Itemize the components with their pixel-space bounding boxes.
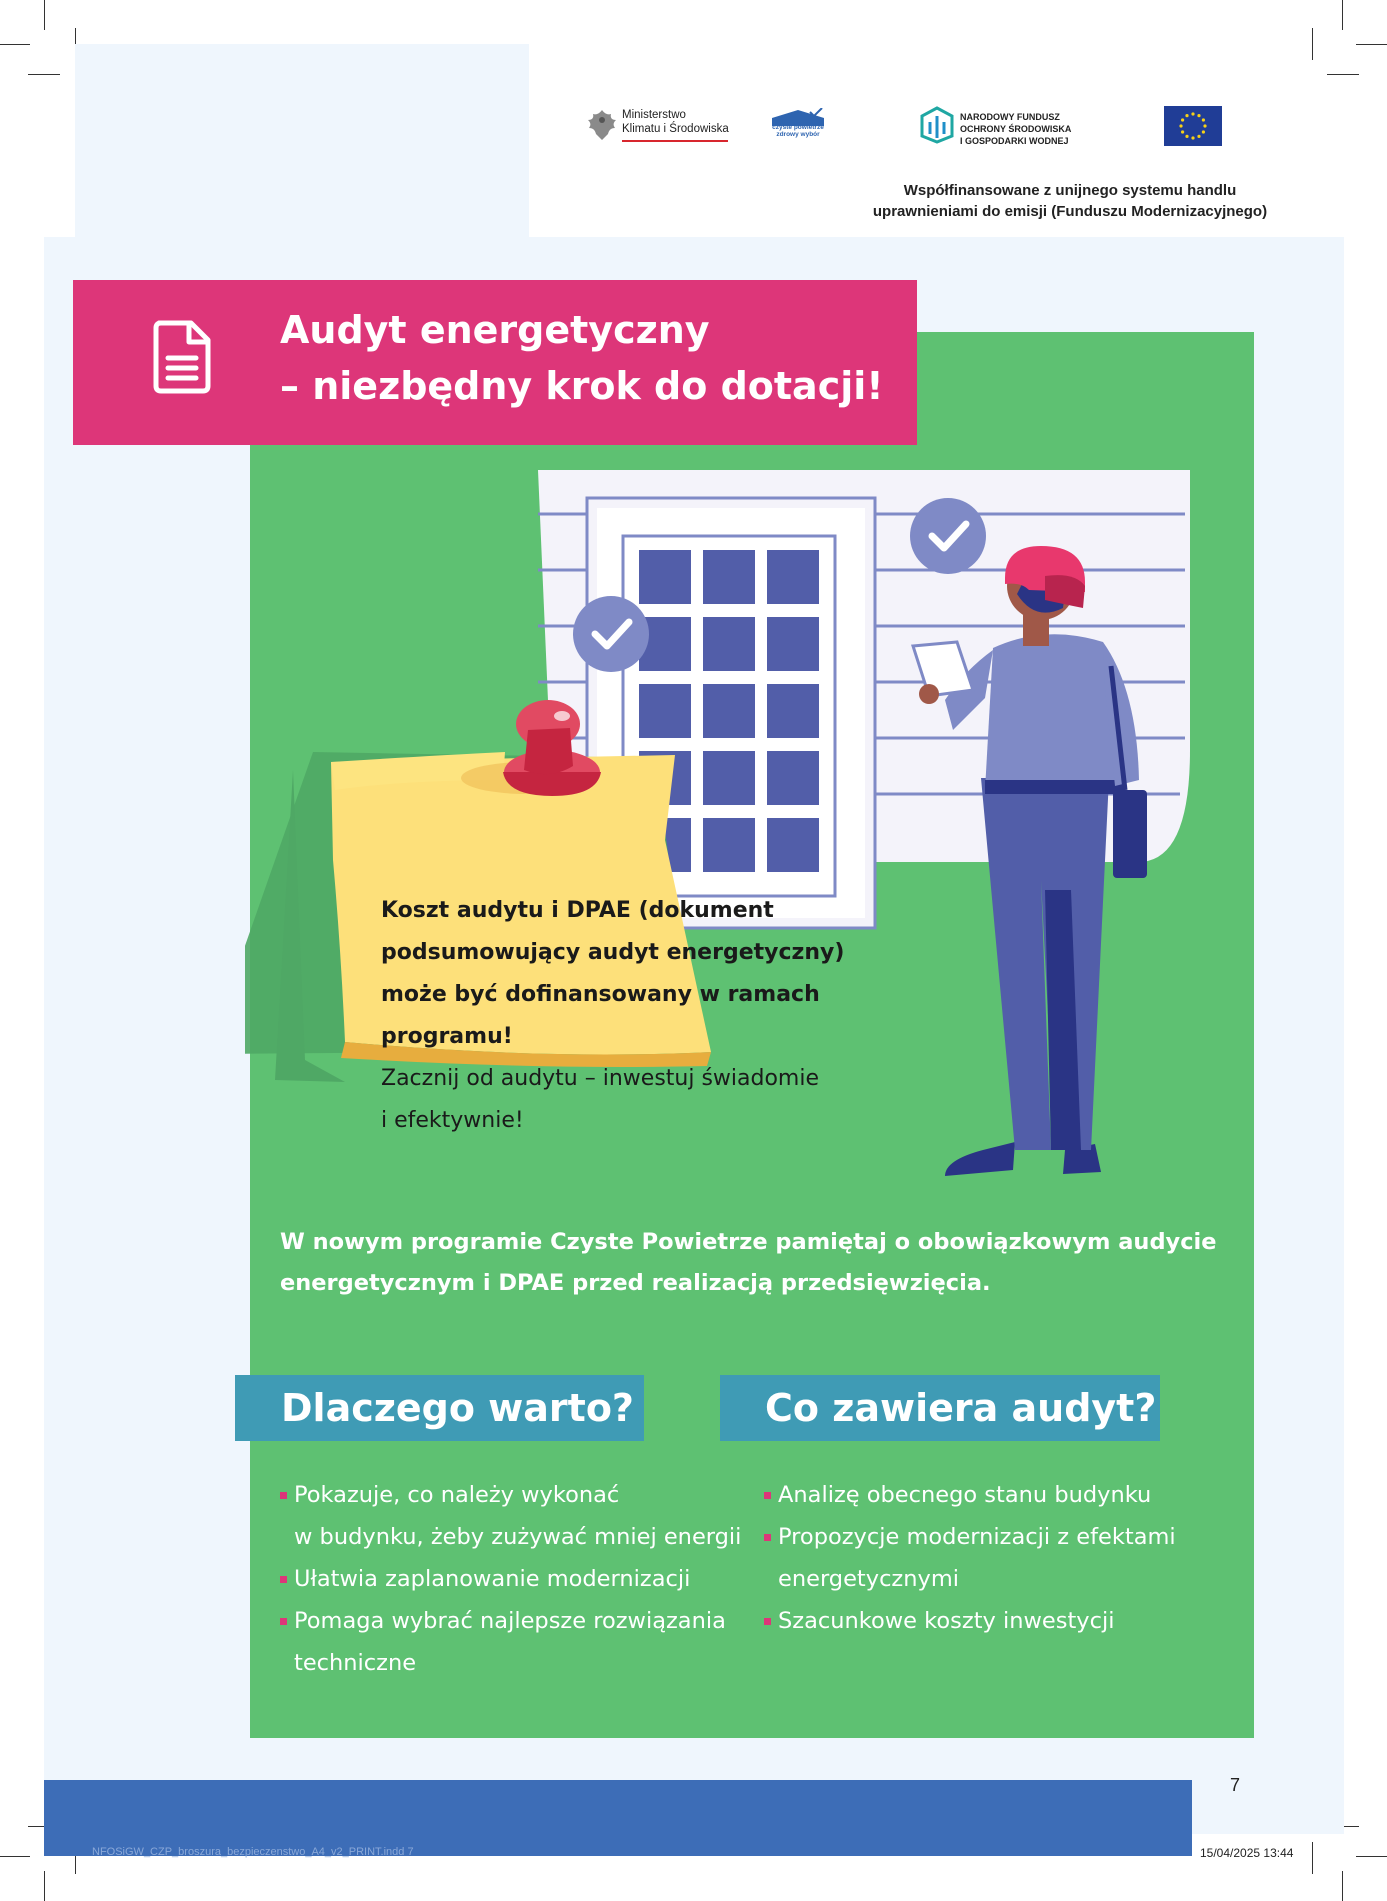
nfos-name-line: OCHRONY ŚRODOWISKA [960, 124, 1072, 134]
page-background-top [75, 44, 529, 244]
crop-mark [28, 74, 60, 75]
crop-mark [1356, 44, 1387, 45]
bullet-marker [764, 1492, 771, 1499]
cp-tagline-line: czyste powietrze [772, 124, 824, 131]
bullet-marker [764, 1618, 771, 1625]
crop-mark [0, 1856, 30, 1857]
list-item-line: Pomaga wybrać najlepsze rozwiązania [294, 1608, 726, 1634]
intro-line: energetycznym i DPAE przed realizacją przedsięwzięcia. [280, 1270, 991, 1296]
czyste-powietrze-tagline [770, 124, 826, 138]
page-title-line: – niezbędny krok do dotacji! [280, 364, 884, 408]
crop-mark [44, 0, 45, 30]
list-item-line: techniczne [294, 1650, 417, 1676]
list-item [764, 1516, 1244, 1600]
check-circle-icon [910, 498, 986, 574]
list-item-line: Analizę obecnego stanu budynku [778, 1482, 1152, 1508]
list-item [764, 1600, 1244, 1642]
nfos-name [960, 111, 1071, 147]
eu-flag [1164, 106, 1222, 146]
note-bold-line: Koszt audytu i DPAE (dokument [381, 898, 774, 923]
cofinancing-line: uprawnieniami do emisji (Funduszu Modernizacyjnego) [872, 203, 1268, 220]
list-item [764, 1474, 1244, 1516]
ministry-name-line: Ministerstwo [622, 109, 686, 121]
eagle-emblem-icon [584, 106, 620, 144]
document-icon [153, 320, 211, 394]
crop-mark [44, 1871, 45, 1901]
note-bold-line: może być dofinansowany w ramach [381, 982, 820, 1007]
note-bold-line: podsumowujący audyt energetyczny) [381, 940, 845, 965]
bullet-marker [280, 1618, 287, 1625]
nfos-emblem-icon [920, 106, 954, 144]
list-item [280, 1474, 760, 1558]
crop-mark [1312, 28, 1313, 60]
intro-line: W nowym programie Czyste Powietrze pamiętaj o obowiązkowym audycie [280, 1229, 1217, 1255]
sticky-note-text [381, 890, 845, 1142]
nfos-name-line: I GOSPODARKI WODNEJ [960, 136, 1069, 146]
ministry-name-line: Klimatu i Środowiska [622, 123, 729, 135]
list-item [280, 1558, 760, 1600]
nfos-name-line: NARODOWY FUNDUSZ [960, 112, 1060, 122]
what-list [764, 1474, 1244, 1642]
list-item-line: Propozycje modernizacji z efektami [778, 1524, 1176, 1550]
list-item [280, 1600, 760, 1684]
list-item-line: Pokazuje, co należy wykonać [294, 1482, 620, 1508]
why-list [280, 1474, 760, 1684]
crop-mark [1312, 1842, 1313, 1874]
ministry-name [622, 108, 729, 136]
eu-stars-icon [1164, 106, 1222, 146]
list-item-line: w budynku, żeby zużywać mniej energii [294, 1524, 742, 1550]
crop-mark [1342, 1871, 1343, 1901]
cp-tagline-line: zdrowy wybór [776, 131, 820, 138]
page-title-line: Audyt energetyczny [280, 308, 710, 352]
crop-mark [1327, 74, 1359, 75]
note-bold-line: programu! [381, 1024, 513, 1049]
note-line: Zacznij od audytu – inwestuj świadomie [381, 1066, 820, 1091]
print-slug: NFOSiGW_CZP_broszura_bezpieczenstwo_A4_v2_PRINT.indd 7 [92, 1846, 414, 1858]
list-item-line: Ułatwia zaplanowanie modernizacji [294, 1566, 691, 1592]
bullet-marker [764, 1534, 771, 1541]
page-title [280, 302, 884, 414]
cofinancing-line: Współfinansowane z unijnego systemu handlu [903, 182, 1237, 199]
bullet-marker [280, 1576, 287, 1583]
list-item-line: Szacunkowe koszty inwestycji [778, 1608, 1115, 1634]
section-heading-what: Co zawiera audyt? [720, 1375, 1160, 1441]
section-heading-why: Dlaczego warto? [235, 1375, 644, 1441]
print-date: 15/04/2025 13:44 [1200, 1846, 1294, 1860]
crop-mark [0, 44, 30, 45]
crop-mark [1356, 1856, 1387, 1857]
check-circle-icon [573, 596, 649, 672]
ministry-logo [584, 106, 620, 144]
bullet-marker [280, 1492, 287, 1499]
crop-mark [1342, 0, 1343, 30]
cofinancing-note [840, 180, 1300, 222]
page-number: 7 [1230, 1775, 1241, 1795]
footer-bar [44, 1780, 1192, 1856]
nfos-logo [920, 106, 954, 144]
note-line: i efektywnie! [381, 1108, 524, 1133]
ministry-underline [622, 140, 728, 142]
list-item-line: energetycznymi [778, 1566, 959, 1592]
intro-paragraph [280, 1222, 1240, 1304]
